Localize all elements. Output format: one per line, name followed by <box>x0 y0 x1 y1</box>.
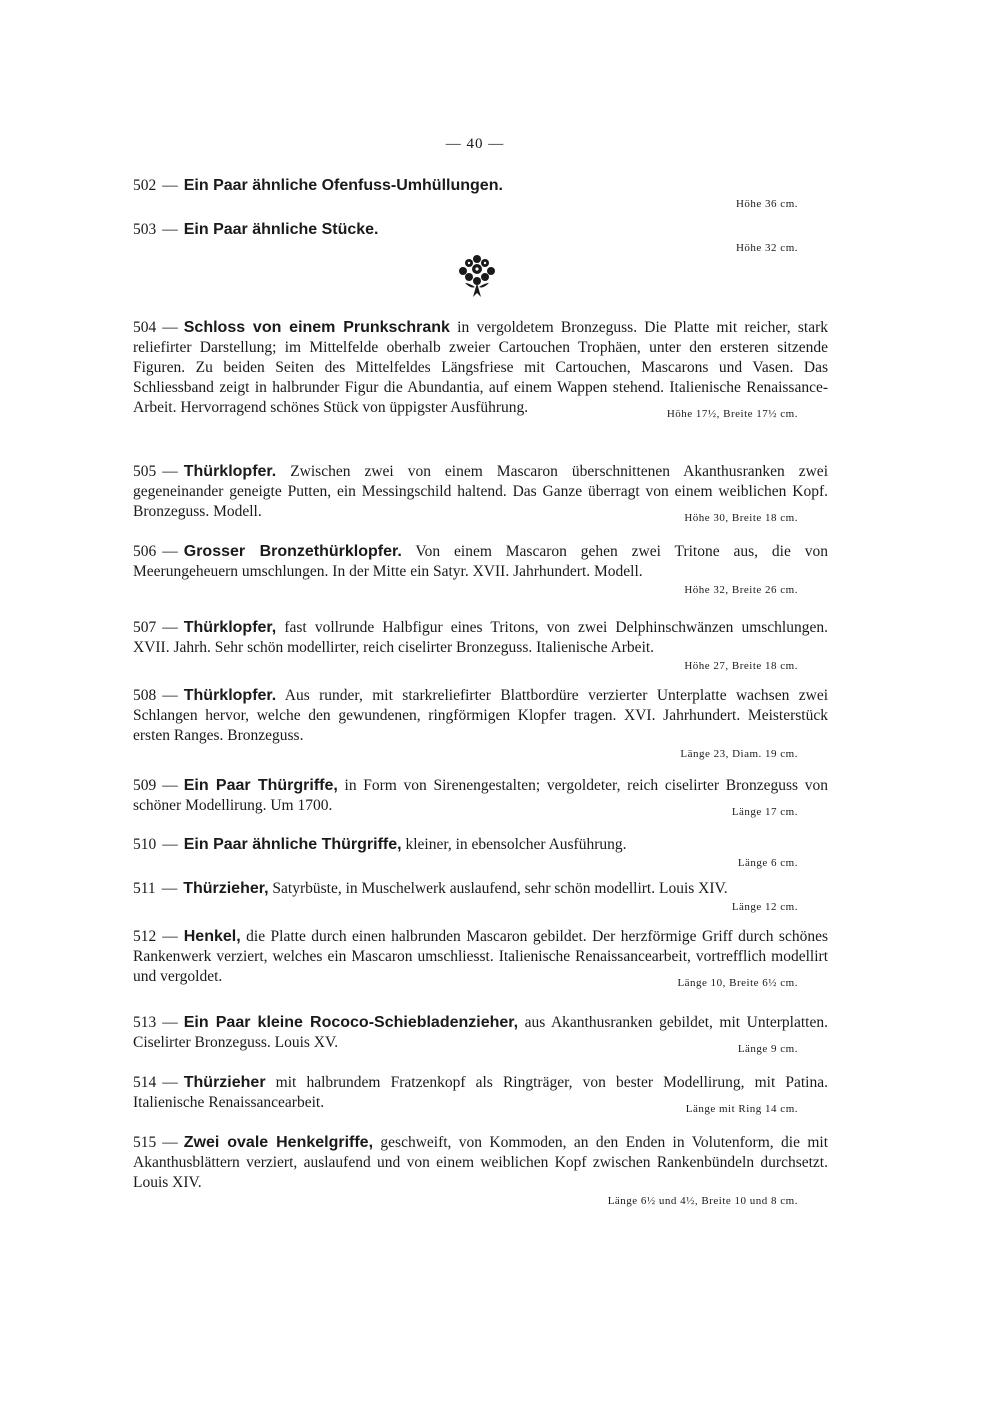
page-number: — 40 — <box>445 136 505 152</box>
entry-description: Aus runder, mit starkreliefirter Blattbordüre verzierter Unterplatte wachsen zwei Schlangen hervor, welche den gewundenen, ringförmigen Klopfer tragen. XVI. Jahrhundert. Meisterstück ersten Ranges. Bronzeguss. <box>133 687 828 744</box>
entry-dimensions: Länge 10, Breite 6½ cm. <box>677 977 798 989</box>
entry-dimensions: Höhe 32 cm. <box>735 242 798 254</box>
entry-description: mit halbrundem Fratzenkopf als Ringträger, von bester Modellirung, mit Patina. Italienische Renaissancearbeit. <box>133 1074 828 1111</box>
entry-number: 508 <box>133 687 157 704</box>
entry-dash: — <box>162 619 178 636</box>
entry-heading: Zwei ovale Henkelgriffe, <box>183 1134 374 1151</box>
entry-number: 509 <box>133 777 157 794</box>
entry-text <box>133 835 828 855</box>
entry-description: kleiner, in ebensolcher Ausführung. <box>401 836 627 853</box>
entry-description: in vergoldetem Bronzeguss. Die Platte mit reicher, stark reliefirter Darstellung; im Mittelfelde oberhalb zweier Cartouchen Trophäen, unter den ersteren sitzende Figuren. Zu beiden Seiten des Mittelfeldes Längsfriese mit Cartouchen, Mascarons und Vasen. Das Schliessband zeigt in halbrunder Figur die Abundantia, auf einem Wappen stehend. Italienische Renaissance-Arbeit. Hervorragend schönes Stück von üppigster Ausführung. <box>133 319 828 416</box>
entry-text <box>133 176 828 196</box>
catalog-entry-510 <box>133 835 828 869</box>
catalog-entry-508 <box>133 686 828 760</box>
entry-dimensions: Länge mit Ring 14 cm. <box>685 1103 798 1115</box>
entry-number: 510 <box>133 836 157 853</box>
catalog-entry-502 <box>133 176 828 210</box>
entry-description: geschweift, von Kommoden, an den Enden in Volutenform, die mit Akanthusblättern verziert, auslaufend und von einem weiblichen Kopf zwischen Rankenbündeln durchsetzt. Louis XIV. <box>133 1134 828 1191</box>
entry-heading: Henkel, <box>183 928 241 945</box>
entry-description: Von einem Mascaron gehen zwei Tritone aus, die von Meerungeheuern umschlungen. In der Mitte ein Satyr. XVII. Jahrhundert. Modell. <box>133 543 828 580</box>
catalog-entry-512 <box>133 927 828 993</box>
entry-dimensions: Höhe 36 cm. <box>735 198 798 210</box>
entry-heading: Thürzieher, <box>183 880 269 897</box>
catalog-entry-506 <box>133 542 828 596</box>
entry-dimensions: Länge 9 cm. <box>737 1043 798 1055</box>
entry-text <box>133 542 828 582</box>
entry-number: 511 <box>133 880 156 897</box>
entry-number: 514 <box>133 1074 157 1091</box>
entry-description: Zwischen zwei von einem Mascaron überschnittenen Akanthusranken zwei gegeneinander geneigte Putten, ein Messingschild haltend. Das Ganze überragt von einem weiblichen Kopf. Bronzeguss. Modell. <box>133 463 828 520</box>
entry-heading: Ein Paar ähnliche Thürgriffe, <box>183 836 402 853</box>
entry-text <box>133 686 828 746</box>
entry-dash: — <box>162 463 178 480</box>
entry-dimensions: Länge 12 cm. <box>731 901 798 913</box>
entry-dimensions: Länge 6½ und 4½, Breite 10 und 8 cm. <box>607 1195 798 1207</box>
entry-text <box>133 318 828 418</box>
entry-dimensions: Länge 23, Diam. 19 cm. <box>680 748 798 760</box>
entry-heading: Thürklopfer. <box>183 687 277 704</box>
entry-heading: Ein Paar kleine Rococo-Schiebladenzieher, <box>183 1014 519 1031</box>
catalog-entry-511 <box>133 879 828 913</box>
entry-dimensions: Höhe 17½, Breite 17½ cm. <box>666 408 798 420</box>
catalog-entry-507 <box>133 618 828 672</box>
entry-text <box>133 1073 828 1113</box>
entry-text <box>133 1013 828 1053</box>
entry-description: Satyrbüste, in Muschelwerk auslaufend, sehr schön modellirt. Louis XIV. <box>268 880 728 897</box>
entry-text <box>133 220 828 240</box>
entry-number: 504 <box>133 319 157 336</box>
entry-dash: — <box>162 1074 178 1091</box>
entry-number: 505 <box>133 463 157 480</box>
entry-heading: Thürzieher <box>183 1074 266 1091</box>
entry-text <box>133 1133 828 1193</box>
entry-description: in Form von Sirenengestalten; vergoldeter, reich ciselirter Bronzeguss von schöner Modellirung. Um 1700. <box>133 777 828 814</box>
entry-dimensions: Länge 17 cm. <box>731 806 798 818</box>
entry-number: 503 <box>133 221 157 238</box>
entry-heading: Thürklopfer, <box>183 619 277 636</box>
catalog-entry-503 <box>133 220 828 254</box>
entry-dimensions: Höhe 32, Breite 26 cm. <box>684 584 798 596</box>
entry-dimensions: Höhe 27, Breite 18 cm. <box>684 660 798 672</box>
entry-number: 515 <box>133 1134 157 1151</box>
catalog-entry-514 <box>133 1073 828 1119</box>
entry-dash: — <box>162 221 178 238</box>
catalog-entry-509 <box>133 776 828 822</box>
entry-heading: Grosser Bronzethürklopfer. <box>183 543 402 560</box>
catalog-entry-515 <box>133 1133 828 1207</box>
entry-dash: — <box>161 880 178 897</box>
entry-number: 507 <box>133 619 157 636</box>
entry-heading: Schloss von einem Prunkschrank <box>183 319 450 336</box>
entry-text <box>133 927 828 987</box>
entry-heading: Ein Paar ähnliche Stücke. <box>183 221 379 238</box>
entry-number: 512 <box>133 928 157 945</box>
floral-ornament-icon <box>455 253 499 301</box>
entry-dimensions: Höhe 30, Breite 18 cm. <box>684 512 798 524</box>
entry-dash: — <box>162 1134 178 1151</box>
entry-text <box>133 776 828 816</box>
entry-text <box>133 462 828 522</box>
catalog-entry-504 <box>133 318 828 424</box>
entry-number: 506 <box>133 543 157 560</box>
entry-dash: — <box>162 687 178 704</box>
entry-number: 502 <box>133 177 157 194</box>
entry-dash: — <box>162 319 178 336</box>
entry-heading: Ein Paar Thürgriffe, <box>183 777 338 794</box>
entry-text <box>133 618 828 658</box>
entry-heading: Thürklopfer. <box>183 463 277 480</box>
catalog-entry-505 <box>133 462 828 528</box>
entry-number: 513 <box>133 1014 157 1031</box>
catalog-entry-513 <box>133 1013 828 1059</box>
entry-dash: — <box>162 928 178 945</box>
entry-dash: — <box>162 177 178 194</box>
entry-heading: Ein Paar ähnliche Ofenfuss-Umhüllungen. <box>183 177 503 194</box>
entry-dash: — <box>162 543 178 560</box>
entry-dash: — <box>162 836 178 853</box>
entry-description: die Platte durch einen halbrunden Mascaron gebildet. Der herzförmige Griff durch schönes Rankenwerk verziert, welches ein Mascaron umschliesst. Italienische Renaissancearbeit, vortrefflich modellirt und vergoldet. <box>133 928 828 985</box>
entry-dimensions: Länge 6 cm. <box>737 857 798 869</box>
entry-description: fast vollrunde Halbfigur eines Tritons, von zwei Delphinschwänzen umschlungen. XVII. Jahrh. Sehr schön modellirter, reich ciselirter Bronzeguss. Italienische Arbeit. <box>133 619 828 656</box>
entry-text <box>133 879 828 899</box>
entry-dash: — <box>162 777 178 794</box>
entry-dash: — <box>162 1014 178 1031</box>
entry-description: aus Akanthusranken gebildet, mit Unterplatten. Ciselirter Bronzeguss. Louis XV. <box>133 1014 828 1051</box>
